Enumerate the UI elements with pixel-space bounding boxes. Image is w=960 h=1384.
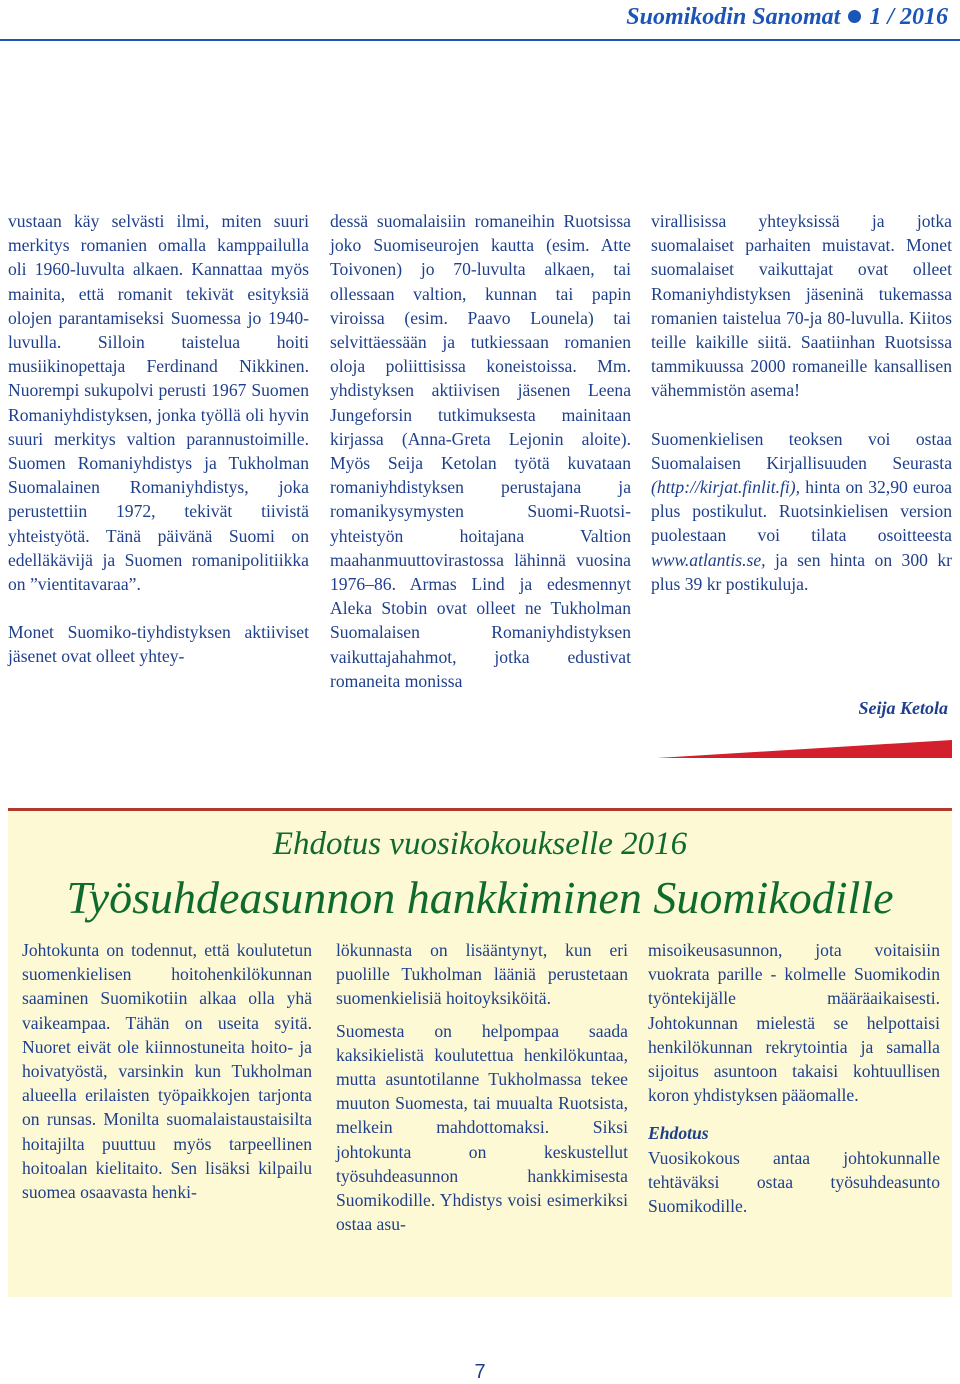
proposal-col2-paragraph-1: lökunnasta on lisääntynyt, kun eri puolille Tukholman lääniä perustetaan suomenkielisiä hoitoyksiköitä. xyxy=(336,940,628,1009)
text-run: ja sen hinta on 300 kr plus 39 kr postikuluja. xyxy=(651,549,952,594)
article-col2-paragraph-1: dessä suomalaisiin romaneihin Ruotsissa joko Suomiseurojen kautta (esim. Atte Toivonen) jo 70-luvulta alkaen, tai ollessaan valtion, kunnan tai papin viroissa (esim. Paavo Lounela) tai selvittäessään ja tutkiessaan romanien oloja poliittisissa koneistoissa. Mm. yhdistyksen aktiivisen jäsenen Leena Jungeforsin tutkimuksesta mainitaan kirjassa (Anna-Greta Lejonin aloite). Myös Seija Ketolan työtä kuvataan romaniyhdistyksen perustajana ja romanikysymysten Suomi-Ruotsi-yhteistyön hoitajana Valtion maahanmuuttovirastossa lähinnä vuosina 1976–86. Armas Lind ja edesmennyt Aleka Stobin ovat olleet ne Tukholman Suomalaisen Romaniyhdistyksen vaikuttajahahmot, jotka edustivat romaneita monissa xyxy=(330,211,631,691)
article-column-2 xyxy=(330,209,631,693)
proposal-column-2 xyxy=(336,938,628,1236)
author-signature: Seija Ketola xyxy=(858,698,948,718)
header-rule xyxy=(0,39,960,41)
issue-number: 1 / 2016 xyxy=(869,4,948,30)
proposal-title: Työsuhdeasunnon hankkiminen Suomikodille xyxy=(66,872,894,923)
text-run: Suomenkielisen teoksen voi ostaa Suomalaisen Kirjallisuuden Seurasta xyxy=(651,428,952,473)
article-column-1 xyxy=(8,209,309,669)
article-col3-paragraph-1: virallisissa yhteyksissä ja jotka suomalaiset parhaiten muistavat. Monet suomalaiset vaikuttajat ovat olleet Romaniyhdistyksen jäseninä tukemassa romanien taistelua 70-ja 80-luvulla. Kiitos teille kaikille siitä. Saatiinhan Ruotsissa tammikuussa 2000 romaneille kansallisen vähemmistön asema! xyxy=(651,211,952,401)
proposal-col3-paragraph-1: misoikeusasunnon, jota voitaisiin vuokrata parille - kolmelle Suomikodin työntekijälle määräaikaisesti. Johtokunnan mielestä se helpottaisi henkilökunnan rekrytointia ja samalla sijoitus asuntoon takaisi kohtuullisen koron yhdistyksen pääomalle. xyxy=(648,940,940,1106)
proposal-column-3 xyxy=(648,938,940,1218)
page-number: 7 xyxy=(474,1361,486,1383)
proposal-kicker: Ehdotus vuosikokoukselle 2016 xyxy=(272,826,688,862)
publication-name: Suomikodin Sanomat xyxy=(626,4,841,30)
atlantis-link[interactable]: www.atlantis.se, xyxy=(651,549,766,570)
article-column-3 xyxy=(651,209,952,596)
proposal-col1-paragraph-1: Johtokunta on todennut, että koulutetun suomenkielisen hoitohenkilökunnan saaminen Suomikotiin alkaa olla yhä vaikeampaa. Tähän on useita syitä. Nuoret eivät ole kiinnostuneita hoito- ja hoivatyöstä, varsinkin kun Tukholman alueella erilaisten työpaikkojen tarjonta on runsas. Monilta suomalaistaustaisilta hoitajilta puuttuu myös tarpeellinen hoitoalan kielitaito. Sen lisäksi kilpailu suomea osaavasta henki- xyxy=(22,940,312,1203)
article-col1-paragraph-1: vustaan käy selvästi ilmi, miten suuri merkitys romanien omalla kamppailulla oli 1960-luvulta alkaen. Kannattaa myös mainita, että romanit tekivät esityksiä olojen parantamiseksi Suomessa jo 1940-luvulla. Silloin taistelua hoiti musiikinopettaja Ferdinand Nikkinen. Nuorempi sukupolvi perusti 1967 Suomen Romaniyhdistyksen, jonka työllä oli hyvin suuri merkitys valtion parannustoimille. Suomen Romaniyhdistys ja Tukholman Suomalainen Romaniyhdistys, joka perustettiin 1972, tekivät tiivistä yhteistyötä. Tänä päivänä Suomi on edelläkävijä ja Suomen romanipolitiikka on ”vientitavaraa”. xyxy=(8,211,309,595)
bullet-icon xyxy=(848,10,861,23)
decorative-red-wedge xyxy=(657,740,952,758)
running-header xyxy=(626,4,948,31)
proposal-col3-paragraph-2: Vuosikokous antaa johtokunnalle tehtäväksi ostaa työsuhdeasunto Suomikodille. xyxy=(648,1147,940,1217)
proposal-col3-heading: Ehdotus xyxy=(648,1123,709,1144)
finlit-link[interactable]: (http://kirjat.finlit.fi), xyxy=(651,477,801,498)
proposal-col2-paragraph-2: Suomesta on helpompaa saada kaksikielistä koulutettua henkilökuntaa, mutta asuntotilanne Tukholmassa tekee muuton Suomesta, tai muualta Ruotsista, melkein mahdottomaksi. Siksi johtokunta on keskustellut työsuhdeasunnon hankkimisesta Suomikodille. Yhdistys voisi esimerkiksi ostaa asu- xyxy=(336,1020,628,1235)
text-run: hinta on 32,90 euroa plus postikulut. Ruotsinkielisen version puolestaan voi tilata osoitteesta xyxy=(651,477,952,546)
article-col3-paragraph-2 xyxy=(651,427,952,596)
proposal-column-1 xyxy=(22,938,312,1204)
article-col1-paragraph-2: Monet Suomiko-tiyhdistyksen aktiiviset jäsenet ovat olleet yhtey- xyxy=(8,622,309,667)
